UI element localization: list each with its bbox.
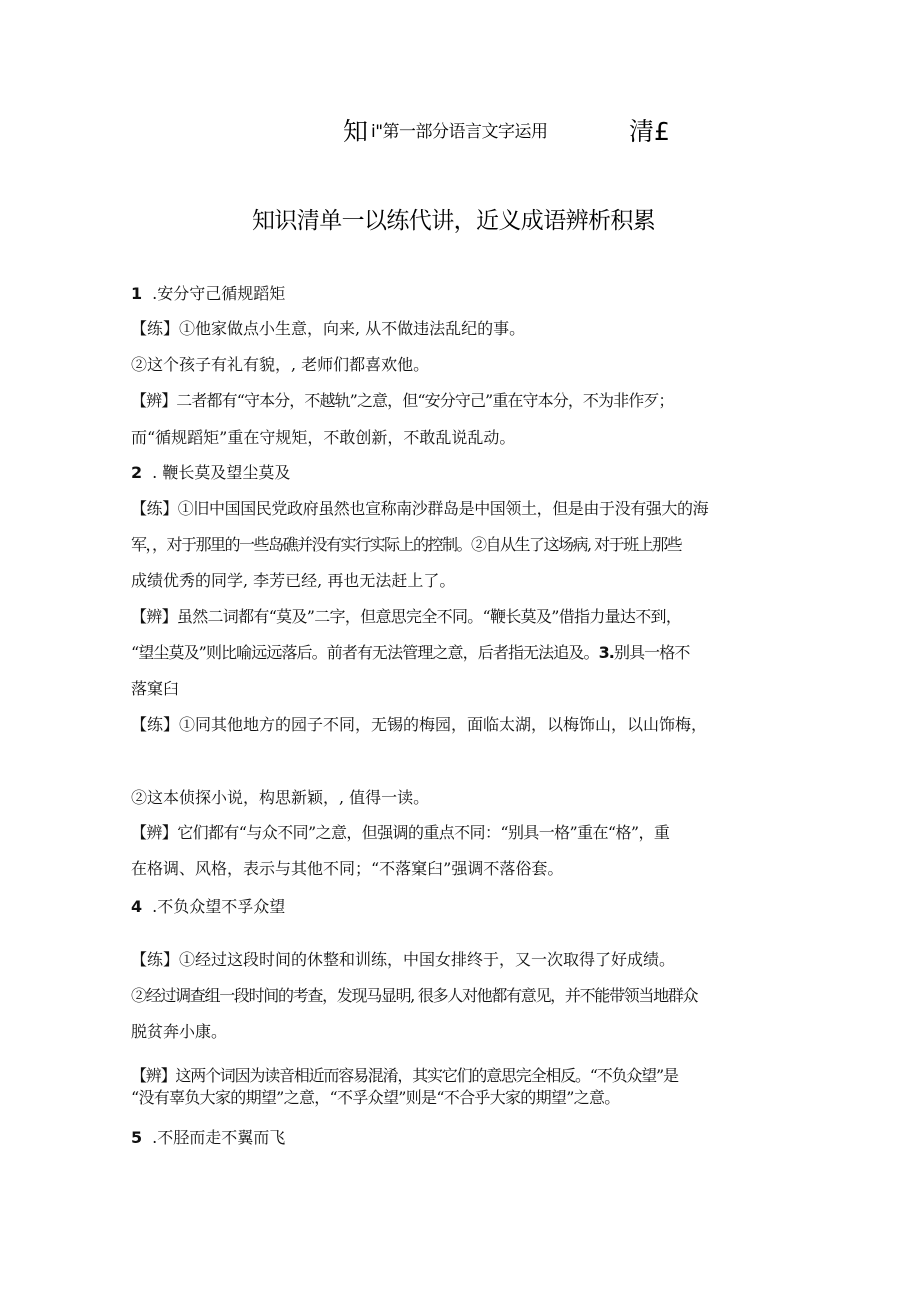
practice-line: 成绩优秀的同学, 李芳已经, 再也无法赶上了。 [131,571,456,590]
header-middle: i"第一部分语言文字运用 [371,122,548,142]
analysis-text: “望尘莫及”则比喻远远落后。前者有无法管理之意，后者指无法追及。 [131,643,599,662]
entry-term-continued: 落窠臼 [131,679,180,698]
entry-term: 别具一格不 [613,643,690,662]
practice-line: 脱贫奔小康。 [131,1022,228,1041]
analysis-line: 而“循规蹈矩”重在守规矩，不敢创新，不敢乱说乱动。 [131,428,516,447]
practice-line: 军，，对于那里的一些岛礁并没有实行实际上的控制。②自从生了这场病, 对于班上那些 [131,535,682,554]
entry-number: 1 [131,284,143,303]
entry-heading [131,463,290,483]
practice-line: 【练】①经过这段时间的休整和训练，中国女排终于，又一次取得了好成绩。 [131,950,676,969]
entry-term: .不胫而走不翼而飞 [152,1128,286,1147]
entry-heading [131,897,285,917]
practice-line: ②经过调查组一段时间的考查，发现马显明, 很多人对他都有意见，并不能带领当地群众 [131,986,698,1005]
practice-line: 【练】①他家做点小生意，向来, 从不做违法乱纪的事。 [131,319,526,338]
entry-number: 2 [131,463,143,482]
practice-line: 【练】①同其他地方的园子不同，无锡的梅园，面临太湖，以梅饰山，以山饰梅， [131,715,708,734]
practice-line: 【练】①旧中国国民党政府虽然也宣称南沙群岛是中国领土，但是由于没有强大的海 [131,499,709,518]
practice-line: ②这个孩子有礼有貌，, 老师们都喜欢他。 [131,355,430,374]
entry-number: 5 [131,1128,143,1147]
entry-term: .不负众望不孚众望 [152,897,286,916]
page-title: 知识清单一以练代讲，近义成语辨析积累 [252,208,656,234]
header-left: 知 [343,117,369,146]
entry-term: . 鞭长莫及望尘莫及 [152,463,291,482]
header-right: 清£ [629,117,670,146]
practice-line: ②这本侦探小说，构思新颖，, 值得一读。 [131,788,430,807]
analysis-line: 在格调、风格，表示与其他不同；“不落窠臼”强调不落俗套。 [131,859,564,878]
analysis-line: 【辨】这两个词因为读音相近而容易混淆，其实它们的意思完全相反。“不负众望”是 [131,1066,678,1085]
entry-term: .安分守己循规蹈矩 [152,284,286,303]
analysis-line: 【辨】二者都有“守本分，不越轨”之意，但“安分守己”重在守本分，不为非作歹； [131,391,674,410]
entry-heading [131,1128,285,1148]
entry-number: 4 [131,897,143,916]
analysis-line: 【辨】虽然二词都有“莫及”二字，但意思完全不同。“鞭长莫及”借指力量达不到， [131,607,682,626]
analysis-line: 【辨】它们都有“与众不同”之意，但强调的重点不同：“别具一格”重在“格”，重 [131,823,670,842]
entry-number: 3. [598,643,614,662]
entry-heading [131,284,285,304]
analysis-line: “没有辜负大家的期望”之意，“不孚众望”则是“不合乎大家的期望”之意。 [131,1088,620,1107]
analysis-line [131,643,690,663]
